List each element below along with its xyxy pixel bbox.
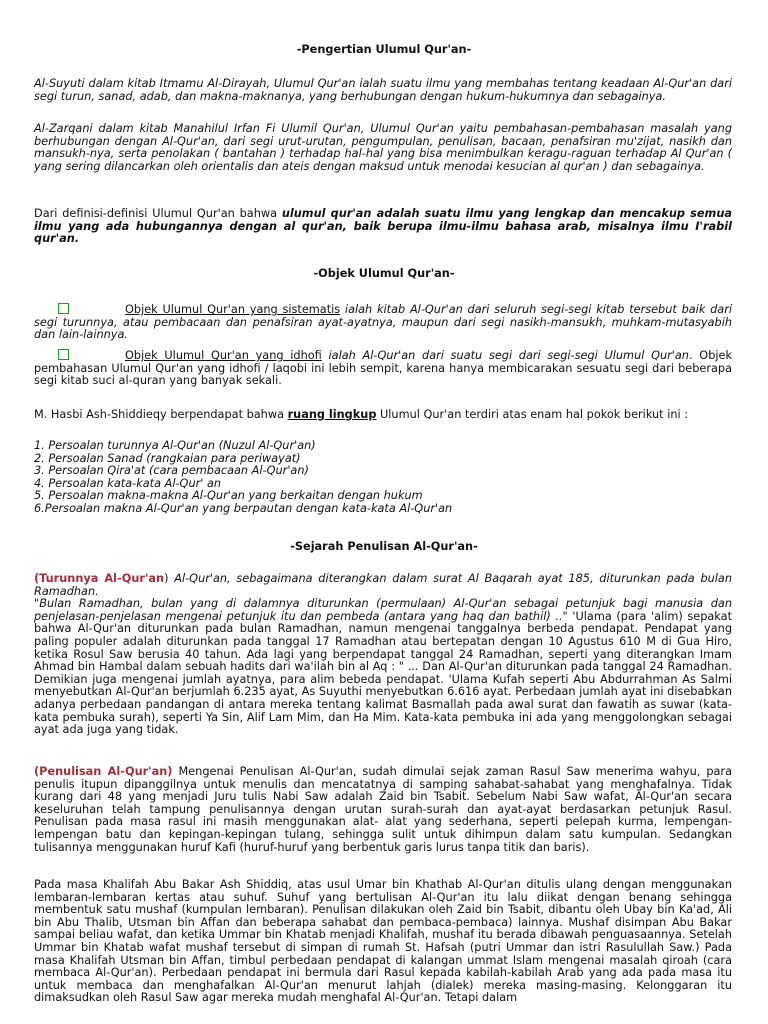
objek-desc-idhofi: ialah Al-Qur'an dari suatu segi dari segi-segi Ulumul Qur'an — [321, 349, 689, 362]
list-item: 5. Persoalan makna-makna Al-Qur'an yang berkaitan dengan hukum — [34, 489, 423, 503]
paragraph-hasbi — [34, 409, 732, 422]
turunnya-label: (Turunnya Al-Qur'an — [34, 572, 165, 585]
paragraph-abubakar: Pada masa Khalifah Abu Bakar Ash Shiddiq, atas usul Umar bin Khathab Al-Qur'an ditulis ulang dengan menggunakan lembaran-lembaran kertas atau suhuf. Suhuf yang bertulisan Al-Qur'an itu lalu diikat dengan benang sehingga membentuk satu mushaf (kumpulan lembaran). Penulisan dilakukan oleh Zaid bin Tsabit, dibantu oleh Ubay bin Ka'ad, Ali bin Abu Thalib, Utsman bin Affan dan beberapa sahabat dan pembaca-pembaca) lainnya. Mushaf disimpan Abu Bakar sampai beliau wafat, dan ketika Ummar bin Khatab menjadi Khalifah, mushaf itu berada dibawah penguasaannya. Setelah Ummar bin Khatab wafat mushaf tersebut di simpan di rumah St. Hafsah (putri Ummar dan istri Rasulullah Saw.) Pada masa Khalifah Utsman bin Affan, timbul perbedaan pendapat di kalangan ummat Islam mengenai masalah qiroah (cara membaca Al-Qur'an). Perbedaan pendapat ini bermula dari Rasul kepada kabilah-kabilah Arab yang ada pada masa itu untuk membaca dan menghafalkan Al-Qur'an menurut lahjah (dialek) mereka masing-masing. Kelonggaran itu dimaksudkan oleh Rasul Saw agar mereka mudah menghafal Al-Qur'an. Tetapi dalam — [34, 878, 732, 1005]
paragraph-suyuti: Al-Suyuti dalam kitab Itmamu Al-Dirayah, Ulumul Qur'an ialah suatu ilmu yang membahas tentang keadaan Al-Qur'an dari segi turun, sanad, adab, dan makna-maknanya, yang berhubungan dengan hukum-hukumnya dan sebagainya. — [34, 77, 732, 103]
paragraph-definisi — [34, 208, 732, 246]
list-item: 1. Persoalan turunnya Al-Qur'an (Nuzul Al-Qur'an) — [34, 439, 316, 452]
list-item: 6.Persoalan makna Al-Qur'an yang berpautan dengan kata-kata Al-Qur'an — [34, 501, 453, 515]
pokok-list — [34, 440, 732, 516]
turunnya-intro: Al-Qur'an, sebagaimana diterangkan dalam surat Al Baqarah ayat 185, diturunkan pada bulan Ramadhan. — [34, 572, 732, 598]
turunnya-quote: "Bulan Ramadhan, bulan yang di dalamnya diturunkan (permulaan) Al-Qur'an sebagai petunjuk bagi manusia dan penjelasan-penjelasan mengenai petunjuk itu dan pembeda (antara yang haq dan bathil) .." — [34, 597, 732, 623]
objek-term-idhofi: Objek Ulumul Qur'an yang idhofi — [125, 349, 322, 362]
hasbi-lead: M. Hasbi Ash-Shiddieqy berpendapat bahwa — [34, 408, 288, 421]
heading-pengertian: -Pengertian Ulumul Qur'an- — [296, 43, 472, 56]
definisi-lead: Dari definisi-definisi Ulumul Qur'an bahwa — [34, 207, 282, 220]
list-item: 3. Persoalan Qira'at (cara pembacaan Al-Qur'an) — [34, 464, 309, 478]
turunnya-close: ) — [164, 572, 169, 585]
paragraph-zarqani: Al-Zarqani dalam kitab Manahilul Irfan Fi Ulumil Qur'an, Ulumul Qur'an yaitu pembahasan-pembahasan masalah yang berhubungan dengan Al-Qur'an, dari segi urut-urutan, pengumpulan, penulisan, bacaan, penafsiran mu'zijat, nasikh dan mansukh-nya, serta penolakan ( bantahan ) terhadap hal-hal yang bisa menimbulkan keragu-raguan terhadap Al Qur'an ( yang sering dilancarkan oleh orientalis dan ateis dengan maksud untuk menodai kesucian al qur'an ) dan sebagainya. — [34, 122, 732, 173]
definisi-bold: ulumul qur'an adalah suatu ilmu yang lengkap dan mencakup semua ilmu yang ada hubungannya dengan al qur'an, baik berupa ilmu-ilmu bahasa arab, misalnya ilmu I'rabil qur'an. — [34, 207, 732, 246]
objek-extra-idhofi: . Objek pembahasan Ulumul Qur'an yang idhofi / laqobi ini lebih sempit, karena hanya membicarakan sesuatu segi dari beberapa segi kitab suci al-quran yang banyak sekali. — [34, 349, 732, 388]
list-item: 2. Persoalan Sanad (rangkaian para periwayat) — [34, 451, 301, 465]
hasbi-tail: Ulumul Qur'an terdiri atas enam hal pokok berikut ini : — [376, 408, 689, 421]
objek-desc-sistematis: ialah kitab Al-Qur'an dari seluruh segi-segi kitab tersebut baik dari segi turunnya, atau pembacaan dan penafsiran ayat-ayatnya, maupun dari segi nasikh-mansukh, muhkam-mutasyabih dan lain-lainnya. — [34, 303, 733, 342]
paragraph-penulisan — [34, 766, 732, 854]
objek-item-idhofi — [34, 349, 732, 388]
paragraph-turunnya — [34, 573, 732, 737]
objek-item-sistematis — [34, 303, 732, 342]
list-item: 4. Persoalan kata-kata Al-Qur' an — [34, 476, 222, 490]
heading-objek: -Objek Ulumul Qur'an- — [313, 267, 455, 280]
heading-sejarah: -Sejarah Penulisan Al-Qur'an- — [290, 540, 478, 553]
checkbox-icon — [58, 349, 69, 360]
checkbox-icon — [58, 303, 69, 314]
turunnya-body: 'Ulama (para 'alim) sepakat bahwa Al-Qur'an diturunkan pada bulan Ramadhan, namun mengenai tanggalnya berbeda pendapat. Pendapat yang paling populer adalah diturunkan pada tanggal 17 Ramadhan atau bertepatan dengan 10 Agustus 610 M di Gua Hiro, ketika Rosul Saw berusia 40 tahun. Ada lagi yang berpendapat tanggal 24 Ramadhan, seperti yang diterangkan Imam Ahmad bin Hambal dalam sebuah hadits dari wa'ilah bin al Aq : " ... Dan Al-Qur'an diturunkan pada tanggal 24 Ramadhan. Demikian juga mengenai jumlah ayatnya, para alim bebeda pendapat. 'Ulama Kufah seperti Abu Abdurrahman As Salmi menyebutkan Al-Qur'an berjumlah 6.235 ayat, As Suyuthi menyebutkan 6.616 ayat. Perbedaan jumlah ayat ini disebabkan adanya perbedaan pandangan di antara mereka tentang kalimat Basmallah pada awal surat dan fawatih as suwar (kata-kata pembuka surah), seperti Ya Sin, Alif Lam Mim, dan Ha Mim. Kata-kata pembuka ini ada yang menggolongkan sebagai ayat ada juga yang tidak. — [34, 609, 733, 737]
objek-term-sistematis: Objek Ulumul Qur'an yang sistematis — [125, 303, 341, 316]
penulisan-label: (Penulisan Al-Qur'an) — [34, 765, 173, 778]
ruang-lingkup-link[interactable]: ruang lingkup — [287, 408, 377, 421]
penulisan-body: Mengenai Penulisan Al-Qur'an, sudah dimulai sejak zaman Rasul Saw menerima wahyu, para penulis itupun dipanggilnya untuk menulis dan mencatatnya di samping sahabat-sahabat yang menghafalnya. Tidak kurang dari 48 yang menjadi Juru tulis Nabi Saw adalah Zaid bin Tsabit. Sebelum Nabi Saw wafat, Al-Qur'an secara keseluruhan telah tampung penulisannya dengan urutan surah-surah dan ayat-ayat berdasarkan petunjuk Rasul. Penulisan pada masa rasul ini masih menggunakan alat- alat yang sederhana, seperti pelepah kurma, lempengan-lempengan batu dan kepingan-kepingan tulang, sehingga sulit untuk dihimpun dalam satu kumpulan. Sedangkan tulisannya menggunakan huruf Kafi (huruf-huruf yang berbentuk garis lurus tanpa titik dan baris). — [34, 765, 732, 854]
